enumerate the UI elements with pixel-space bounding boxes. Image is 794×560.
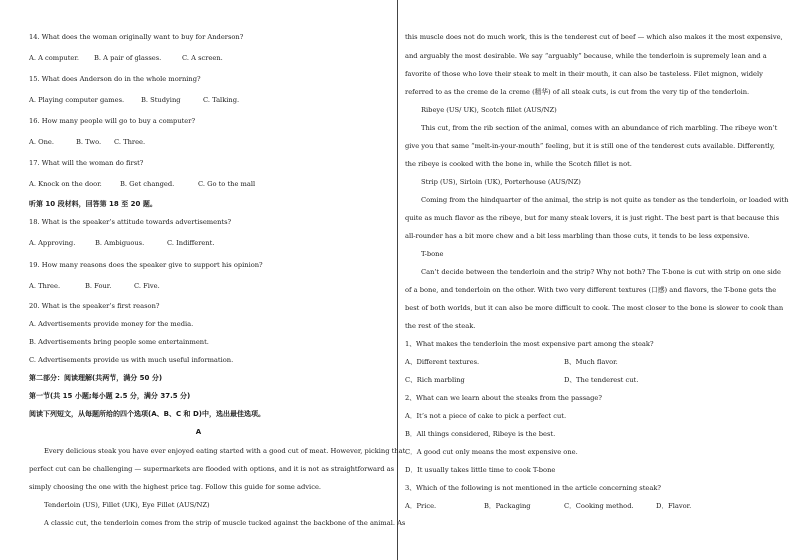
option[interactable]: D．Flavor. (656, 502, 692, 510)
question-1: 1、What makes the tenderloin the most expensive part among the steak? (405, 340, 654, 348)
question-14: 14. What does the woman originally want to buy for Anderson? (29, 33, 244, 41)
question-18-options (29, 239, 214, 247)
question-14-options (29, 54, 223, 62)
question-20: 20. What is the speaker’s first reason? (29, 302, 160, 310)
option[interactable]: C．A good cut only means the most expensive one. (405, 448, 578, 456)
option[interactable]: A．Price. (405, 502, 437, 510)
question-17: 17. What will the woman do first? (29, 159, 144, 167)
subheading: Ribeye (US/ UK), Scotch fillet (AUS/NZ) (421, 106, 557, 114)
option[interactable]: B、Much flavor. (564, 358, 618, 366)
question-17-options (29, 180, 255, 188)
option[interactable]: A. One. (29, 138, 54, 146)
question-3: 3、Which of the following is not mentioned in the article concerning steak? (405, 484, 661, 492)
paragraph-line: quite as much flavor as the ribeye, but for many steak lovers, it is just right. The best part is that because this (405, 214, 780, 222)
paragraph-line: Every delicious steak you have ever enjoyed eating started with a good cut of meat. However, picking that (44, 447, 406, 455)
paragraph-line: this muscle does not do much work, this is the tenderest cut of beef — which also makes it the most expensive, (405, 33, 783, 41)
option[interactable]: D、The tenderest cut. (564, 376, 639, 384)
question-19: 19. How many reasons does the speaker give to support his opinion? (29, 261, 263, 269)
paragraph-line: all-rounder has a bit more chew and a bit less marbling than those cuts, it tends to be less expensive. (405, 232, 750, 240)
paragraph-line: the ribeye is cooked with the bone in, while the Scotch fillet is not. (405, 160, 632, 168)
paragraph-line: the rest of the steak. (405, 322, 476, 330)
paragraph-line: give you that same “melt-in-your-mouth” feeling, but it is still one of the tenderest cuts available. Differently, (405, 142, 775, 150)
subheading: Strip (US), Sirloin (UK), Porterhouse (AUS/NZ) (421, 178, 581, 186)
option[interactable]: B．Packaging (484, 502, 531, 510)
option[interactable]: A. Advertisements provide money for the media. (29, 320, 194, 328)
option[interactable]: B. Ambiguous. (95, 239, 145, 247)
option[interactable]: B．All things considered, Ribeye is the best. (405, 430, 556, 438)
option[interactable]: B. Get changed. (120, 180, 175, 188)
option[interactable]: C. Talking. (203, 96, 240, 104)
question-16: 16. How many people will go to buy a computer? (29, 117, 196, 125)
paragraph-line: simply choosing the one with the highest price tag. Follow this guide for some advice. (29, 483, 322, 491)
option[interactable]: B. A pair of glasses. (94, 54, 162, 62)
instruction: 阅读下列短文，从每题所给的四个选项(A、B、C 和 D)中，选出最佳选项。 (29, 410, 265, 418)
option[interactable]: A. Playing computer games. (29, 96, 125, 104)
question-16-options (29, 138, 145, 146)
option[interactable]: C. Advertisements provide us with much useful information. (29, 356, 234, 364)
option[interactable]: C. Indifferent. (167, 239, 215, 247)
paragraph-line: favorite of those who love their steak to melt in their mouth, it can also be tasteless. Filet mignon, widely (405, 70, 763, 78)
option[interactable]: C. Go to the mall (198, 180, 256, 188)
question-19-options (29, 282, 160, 290)
option[interactable]: B. Advertisements bring people some entertainment. (29, 338, 209, 346)
subheading: T-bone (421, 250, 444, 258)
paragraph-line: Can’t decide between the tenderloin and the strip? Why not both? The T-bone is cut with strip on one side (421, 268, 782, 276)
option[interactable]: C、Rich marbling (405, 376, 465, 384)
option[interactable]: A. Knock on the door. (29, 180, 102, 188)
option[interactable]: C. Three. (114, 138, 146, 146)
paragraph-line: referred to as the creme de la creme (精华) of all steak cuts, is cut from the very tip of the tenderloin. (405, 88, 750, 96)
question-18: 18. What is the speaker’s attitude towards advertisements? (29, 218, 232, 226)
option[interactable]: A. Three. (29, 282, 61, 290)
option[interactable]: D．It usually takes little time to cook T-bone (405, 466, 556, 474)
paragraph-line: perfect cut can be challenging — supermarkets are flooded with options, and it is not as straightforward as (29, 465, 395, 473)
paragraph-line: of a bone, and tenderloin on the other. With two very different textures (口感) and flavors, the T-bone gets the (405, 286, 777, 294)
part-heading: 第二部分：阅读理解(共两节，满分 50 分) (29, 374, 163, 382)
option[interactable]: B. Two. (76, 138, 102, 146)
section-heading: 听第 10 段材料，回答第 18 至 20 题。 (29, 200, 157, 208)
question-15: 15. What does Anderson do in the whole morning? (29, 75, 201, 83)
option[interactable]: C．Cooking method. (564, 502, 634, 510)
section-heading: 第一节(共 15 小题;每小题 2.5 分，满分 37.5 分) (29, 392, 191, 400)
paragraph-line: This cut, from the rib section of the animal, comes with an abundance of rich marbling. The ribeye won’t (421, 124, 778, 132)
option[interactable]: B. Four. (85, 282, 112, 290)
option[interactable]: A、Different textures. (405, 358, 480, 366)
question-3-options (405, 502, 691, 510)
subheading: Tenderloin (US), Fillet (UK), Eye Fillet (AUS/NZ) (44, 501, 210, 509)
option[interactable]: A．It’s not a piece of cake to pick a perfect cut. (405, 412, 567, 420)
option[interactable]: A. Approving. (29, 239, 76, 247)
paragraph-line: Coming from the hindquarter of the animal, the strip is not quite as tender as the tenderloin, or loaded with (421, 196, 789, 204)
question-2: 2、What can we learn about the steaks from the passage? (405, 394, 602, 402)
column-divider (397, 0, 398, 560)
paragraph-line: best of both worlds, but it can also be more difficult to cook. The most closer to the bone is slower to cook than (405, 304, 784, 312)
option[interactable]: B. Studying (141, 96, 181, 104)
question-15-options (29, 96, 239, 104)
paragraph-line: A classic cut, the tenderloin comes from the strip of muscle tucked against the backbone of the animal. As (44, 519, 406, 527)
option[interactable]: C. Five. (134, 282, 160, 290)
option[interactable]: A. A computer. (29, 54, 79, 62)
option[interactable]: C. A screen. (182, 54, 223, 62)
paragraph-line: and arguably the most desirable. We say “arguably” because, while the tenderloin is supremely lean and a (405, 52, 767, 60)
passage-label: A (195, 428, 202, 436)
